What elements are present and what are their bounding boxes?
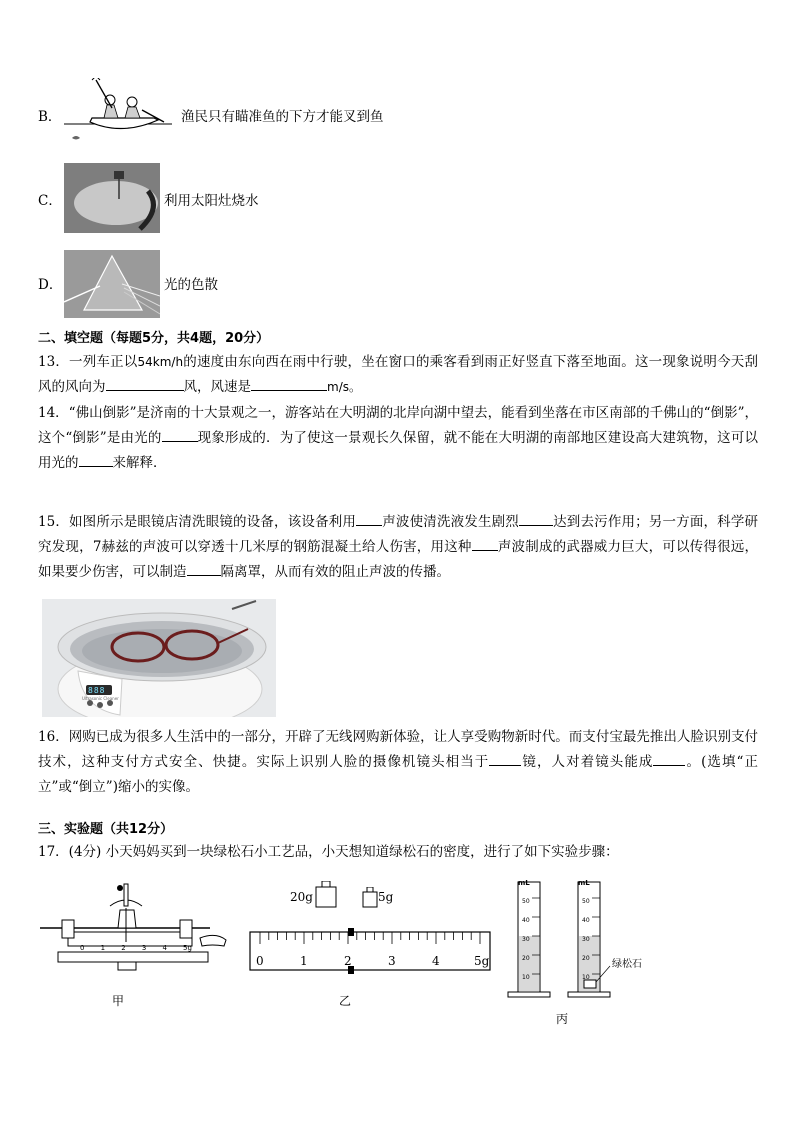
q14-text-b: 现象形成的．为了使这一景观长久保留，就不能在大明湖的南部地区建设高大建筑物，这可以用光的 (38, 430, 758, 471)
question-17: 17．(4分) 小天妈妈买到一块绿松石小工艺品，小天想知道绿松石的密度，进行了如下实验步骤： (38, 844, 619, 860)
option-d-label: D． (38, 277, 63, 293)
cyl2-tick-10: 10 (582, 974, 590, 981)
ruler-tick-3: 3 (388, 954, 396, 968)
option-b-label: B． (38, 109, 62, 125)
q15-text-a: 15．如图所示是眼镜店清洗眼镜的设备，该设备利用 (38, 514, 357, 530)
figure-jia-caption: 甲 (112, 994, 125, 1008)
ruler-tick-1: 1 (300, 954, 308, 968)
cyl2-tick-20: 20 (582, 955, 590, 962)
q14-blank-2[interactable] (79, 452, 113, 467)
q15-blank-3[interactable] (472, 536, 498, 551)
question-14 (38, 401, 758, 476)
balance-tick-3: 3 (141, 944, 147, 952)
cyl1-tick-40: 40 (522, 917, 530, 924)
q13-text-a: 13．一列车正以 (38, 354, 138, 370)
ruler-tick-2: 2 (344, 954, 352, 968)
q16-blank-1[interactable] (489, 751, 521, 766)
balance-tick-2: 2 (121, 944, 126, 952)
q13-speed: 54km/h (137, 355, 184, 369)
turquoise-label: 绿松石 (612, 959, 642, 970)
figure-yi-caption: 乙 (339, 994, 352, 1008)
balance-tick-0: 0 (80, 944, 85, 952)
q13-text-d: 风，风速是 (183, 379, 251, 395)
q13-unit: m/s。 (327, 380, 361, 394)
balance-scale (80, 944, 192, 952)
weight-20g-icon (314, 881, 338, 913)
q15-blank-4[interactable] (187, 561, 221, 576)
ruler-tick-0: 0 (256, 954, 264, 968)
q15-text-d: 声波制成的武器威力巨大，可以传得很远，如果要少伤害，可以制造 (38, 539, 759, 580)
question-15 (38, 510, 758, 585)
ruler-tick-4: 4 (432, 954, 440, 968)
option-b-text: 渔民只有瞄准鱼的下方才能叉到鱼 (181, 109, 384, 125)
ultrasonic-cleaner-image (42, 599, 276, 717)
option-d-text: 光的色散 (164, 277, 218, 293)
section-2-heading: 二、填空题（每题5分，共4题，20分） (38, 331, 270, 346)
cyl1-tick-10: 10 (522, 974, 530, 981)
balance-tick-1: 1 (100, 944, 106, 952)
q15-blank-2[interactable] (519, 511, 553, 526)
q14-text-c: 来解释． (112, 455, 167, 471)
question-13 (38, 350, 758, 400)
q15-text-c: 达到去污作用；另一方面，科学研究发现，7赫兹的声波可以穿透十几米厚的钢筋混凝土给人伤害，用这种 (38, 514, 759, 555)
cylinder-1-ticks (522, 892, 530, 987)
q16-blank-2[interactable] (653, 751, 685, 766)
cyl2-tick-40: 40 (582, 917, 590, 924)
solar-cooker-image (64, 163, 160, 233)
balance-tick-4: 4 (162, 944, 167, 952)
q14-blank-1[interactable] (162, 427, 198, 442)
q16-text-b: 镜，人对着镜头能成 (521, 754, 654, 770)
figure-bing-caption: 丙 (556, 1012, 569, 1026)
weight-20g-label: 20g (290, 890, 313, 904)
q13-blank-speed[interactable] (251, 376, 327, 391)
weight-5g-label: 5g (378, 890, 394, 904)
q13-blank-direction[interactable] (106, 376, 184, 391)
question-16 (38, 725, 758, 800)
q15-blank-1[interactable] (356, 511, 382, 526)
cylinder-2 (566, 876, 614, 1000)
cylinder-1-unit: mL (518, 879, 530, 887)
cleaner-brand: Ultrasonic Cleaner (82, 696, 119, 701)
q15-text-e: 隔离罩，从而有效的阻止声波的传播。 (220, 564, 450, 580)
prism-dispersion-image (64, 250, 160, 318)
cleaner-display: 888 (88, 686, 106, 695)
weight-5g-icon (362, 887, 378, 913)
cylinder-1 (506, 876, 554, 1000)
q16-text-c: 。(选填“正立”或“倒立”)缩小的实像。 (38, 754, 759, 795)
cyl1-tick-50: 50 (522, 898, 530, 905)
ruler-tick-5: 5g (474, 954, 490, 968)
cyl1-tick-20: 20 (522, 955, 530, 962)
cyl2-tick-30: 30 (582, 936, 590, 943)
q16-text-a: 16．网购已成为很多人生活中的一部分，开辟了无线网购新体验，让人享受购物新时代。而支付宝最先推出人脸识别支付技术，这种支付方式安全、快捷。实际上识别人脸的摄像机镜头相当于 (38, 729, 758, 770)
balance-figure (40, 880, 230, 972)
cylinder-2-ticks (582, 892, 590, 987)
q15-text-b: 声波使清洗液发生剧烈 (382, 514, 519, 530)
rider-ruler-figure (248, 928, 492, 976)
q13-text-c: 的速度由东向西在雨中行驶，坐在窗口的乘客看到雨正好竖直下落至地面。这一现象说明今天刮风的风向为 (38, 354, 758, 395)
cyl1-tick-30: 30 (522, 936, 530, 943)
fisherman-boat-image (62, 78, 174, 144)
option-c-label: C． (38, 193, 62, 209)
option-c-text: 利用太阳灶烧水 (164, 193, 259, 209)
cylinder-2-unit: mL (578, 879, 590, 887)
cyl2-tick-50: 50 (582, 898, 590, 905)
q14-text-a: 14．“佛山倒影”是济南的十大景观之一，游客站在大明湖的北岸向湖中望去，能看到坐落在市区南部的千佛山的“倒影”，这个“倒影”是由光的 (38, 405, 758, 446)
balance-tick-5: 5g (183, 944, 192, 952)
section-3-heading: 三、实验题（共12分） (38, 822, 174, 837)
